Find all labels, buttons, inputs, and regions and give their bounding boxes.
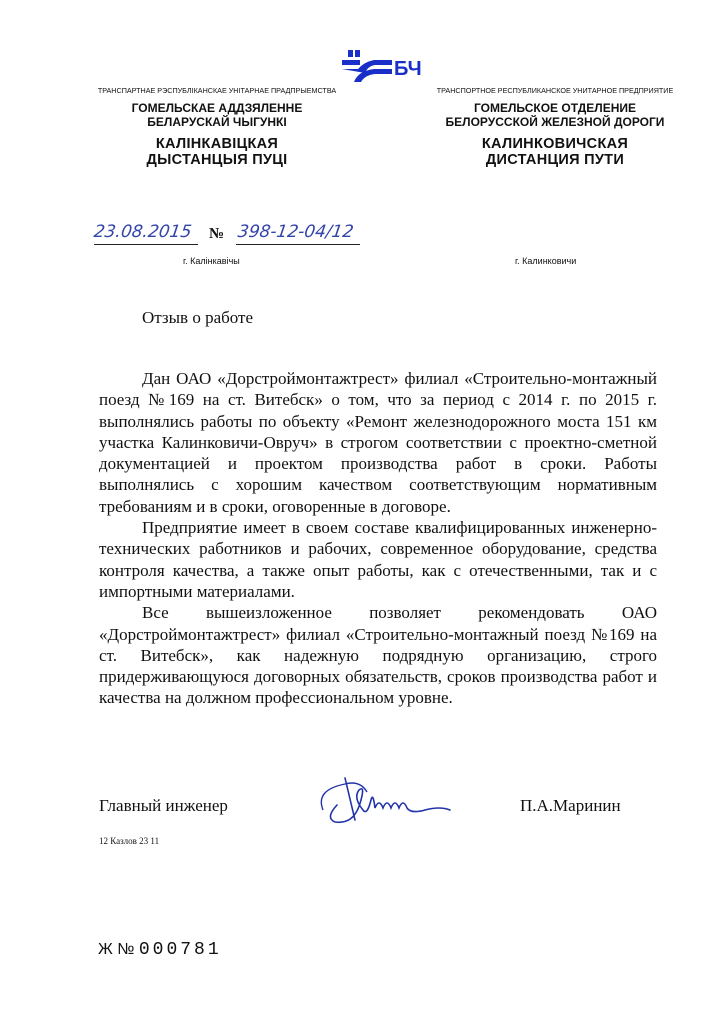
letterhead-left [82, 86, 352, 168]
logo-text: БЧ [394, 58, 422, 80]
serial-prefix: Ж № [98, 941, 135, 958]
dist-line1-by: КАЛІНКАВІЦКАЯ [155, 136, 279, 152]
district-name-by [82, 136, 352, 168]
document-title: Отзыв о работе [142, 308, 254, 327]
letterhead-right [420, 86, 690, 168]
serial-number [98, 940, 222, 960]
serial-digits: 000781 [138, 940, 222, 960]
org-line1-ru: ГОМЕЛЬСКОЕ ОТДЕЛЕНИЕ [473, 101, 637, 115]
registration-date: 23.08.2015 [92, 222, 193, 242]
number-sign: № [209, 226, 225, 242]
number-underline [236, 244, 360, 245]
org-name-ru [420, 101, 690, 129]
bch-logo-icon [340, 48, 430, 84]
company-type-ru: ТРАНСПОРТНОЕ РЕСПУБЛИКАНСКОЕ УНИТАРНОЕ ПРЕДПРИЯТИЕ [436, 86, 674, 95]
city-by: г. Калінкавічы [183, 256, 240, 266]
org-line1-by: ГОМЕЛЬСКАЕ АДДЗЯЛЕННЕ [131, 101, 303, 115]
paragraph: Предприятие имеет в своем составе квалифицированных инженерно-технических работников и рабочих, современное оборудование, средства контроля качества, а также опыт работы, как с отечественными, так и с импортными материалами. [99, 518, 657, 601]
paragraph: Все вышеизложенное позволяет рекомендовать ОАО «Дорстроймонтажтрест» филиал «Строительно-монтажный поезд №169 на ст. Витебск», как надежную подрядную организацию, строго придерживающуюся договорных обязательств, сроков производства работ и качества на должном профессиональном уровне. [99, 603, 657, 708]
district-name-ru [420, 136, 690, 168]
dist-line2-by: ДЫСТАНЦЫЯ ПУЦІ [146, 152, 288, 168]
signature-icon [315, 770, 465, 830]
executor-note: 12 Казлов 23 11 [99, 836, 160, 846]
registration-number: 398-12-04/12 [236, 222, 355, 242]
city-ru: г. Калинковичи [515, 256, 577, 266]
org-line2-by: БЕЛАРУСКАЙ ЧЫГУНКІ [147, 115, 287, 129]
document-body [99, 368, 657, 709]
company-type-by: ТРАНСПАРТНАЕ РЭСПУБЛІКАНСКАЕ УНІТАРНАЕ ПРАДПРЫЕМСТВА [97, 86, 337, 95]
org-line2-ru: БЕЛОРУССКОЙ ЖЕЛЕЗНОЙ ДОРОГИ [445, 115, 665, 129]
dist-line1-ru: КАЛИНКОВИЧСКАЯ [481, 136, 629, 152]
paragraph: Дан ОАО «Дорстроймонтажтрест» филиал «Строительно-монтажный поезд №169 на ст. Витебск» о том, что за период с 2014 г. по 2015 г. выполнялись работы по объекту «Ремонт железнодорожного моста 151 км участка Калинковичи-Овруч» в строгом соответствии с проектно-сметной документацией и проектом производства работ в сроки. Работы выполнялись с хорошим качеством соответствующим нормативным требованиям и в сроки, оговоренные в договоре. [99, 369, 657, 516]
signatory-name: П.А.Маринин [520, 796, 621, 815]
signatory-role: Главный инженер [99, 796, 228, 815]
dist-line2-ru: ДИСТАНЦИЯ ПУТИ [485, 152, 625, 168]
org-name-by [82, 101, 352, 129]
date-underline [94, 244, 198, 245]
